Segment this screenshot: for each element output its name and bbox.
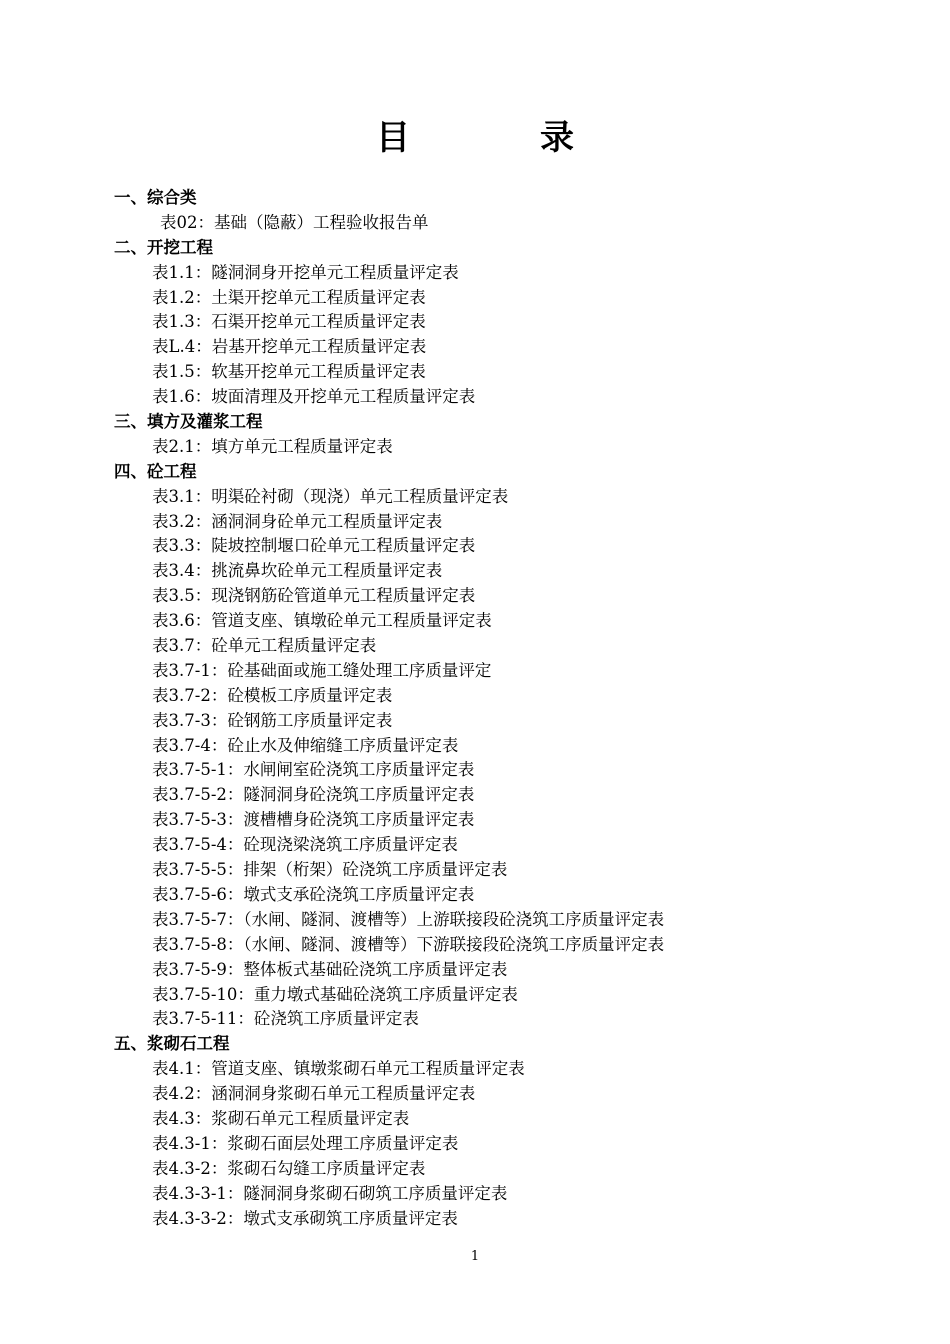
toc-entry: 表3.3：陡坡控制堰口砼单元工程质量评定表 [152,536,476,556]
toc-entry: 表1.3：石渠开挖单元工程质量评定表 [152,312,426,332]
toc-entry: 表3.1：明渠砼衬砌（现浇）单元工程质量评定表 [152,486,509,506]
page-number: 1 [470,1249,480,1264]
section-heading: 四、砼工程 [114,461,197,481]
toc-entry: 表4.3：浆砌石单元工程质量评定表 [152,1108,410,1128]
section-heading: 五、浆砌石工程 [114,1034,230,1054]
toc-entry: 表3.7-4：砼止水及伸缩缝工序质量评定表 [152,735,459,755]
toc-entry: 表3.7-5-7：（水闸、隧洞、渡槽等）上游联接段砼浇筑工序质量评定表 [152,909,665,929]
toc-entry: 表02：基础（隐蔽）工程验收报告单 [160,212,429,232]
toc-entry: 表4.2：涵洞洞身浆砌石单元工程质量评定表 [152,1084,476,1104]
toc-entry: 表3.7-5-9：整体板式基础砼浇筑工序质量评定表 [152,959,508,979]
toc-entry: 表3.4：挑流鼻坎砼单元工程质量评定表 [152,561,443,581]
toc-entry: 表3.6：管道支座、镇墩砼单元工程质量评定表 [152,611,492,631]
toc-entry: 表3.7-1：砼基础面或施工缝处理工序质量评定 [152,660,492,680]
toc-entry: 表4.3-3-1：隧洞洞身浆砌石砌筑工序质量评定表 [152,1183,508,1203]
toc-entry: 表3.7-5-4：砼现浇梁浇筑工序质量评定表 [152,835,458,855]
toc-entry: 表3.5：现浇钢筋砼管道单元工程质量评定表 [152,586,476,606]
toc-entry: 表4.3-3-2：墩式支承砌筑工序质量评定表 [152,1208,458,1228]
toc-entry: 表3.7-5-5：排架（桁架）砼浇筑工序质量评定表 [152,860,508,880]
page-title: 目 录 [376,118,622,158]
table-of-contents [114,186,874,1231]
toc-entry: 表2.1：填方单元工程质量评定表 [152,436,393,456]
toc-entry: 表3.7-5-8：（水闸、隧洞、渡槽等）下游联接段砼浇筑工序质量评定表 [152,934,665,954]
section-heading: 三、填方及灌浆工程 [114,412,263,432]
toc-entry: 表4.3-1：浆砌石面层处理工序质量评定表 [152,1133,459,1153]
toc-entry: 表3.7：砼单元工程质量评定表 [152,636,377,656]
toc-entry: 表1.1：隧洞洞身开挖单元工程质量评定表 [152,262,459,282]
toc-entry: 表3.7-3：砼钢筋工序质量评定表 [152,710,393,730]
toc-entry: 表3.7-2：砼模板工序质量评定表 [152,685,393,705]
toc-entry: 表4.3-2：浆砌石勾缝工序质量评定表 [152,1158,426,1178]
toc-entry: 表1.6：坡面清理及开挖单元工程质量评定表 [152,387,476,407]
section-heading: 二、开挖工程 [114,237,213,257]
toc-entry: 表3.7-5-1：水闸闸室砼浇筑工序质量评定表 [152,760,475,780]
toc-entry: 表3.7-5-11：砼浇筑工序质量评定表 [152,1009,419,1029]
toc-entry: 表3.7-5-10：重力墩式基础砼浇筑工序质量评定表 [152,984,518,1004]
section-heading: 一、综合类 [114,188,197,207]
toc-entry: 表3.7-5-3：渡槽槽身砼浇筑工序质量评定表 [152,810,475,830]
toc-entry: 表3.7-5-6：墩式支承砼浇筑工序质量评定表 [152,884,475,904]
toc-entry: 表1.5：软基开挖单元工程质量评定表 [152,362,426,382]
toc-entry: 表1.2：土渠开挖单元工程质量评定表 [152,287,426,307]
toc-entry: 表3.7-5-2：隧洞洞身砼浇筑工序质量评定表 [152,785,475,805]
toc-entry: 表L.4：岩基开挖单元工程质量评定表 [152,337,427,357]
toc-entry: 表4.1：管道支座、镇墩浆砌石单元工程质量评定表 [152,1059,525,1079]
toc-entry: 表3.2：涵洞洞身砼单元工程质量评定表 [152,511,443,531]
